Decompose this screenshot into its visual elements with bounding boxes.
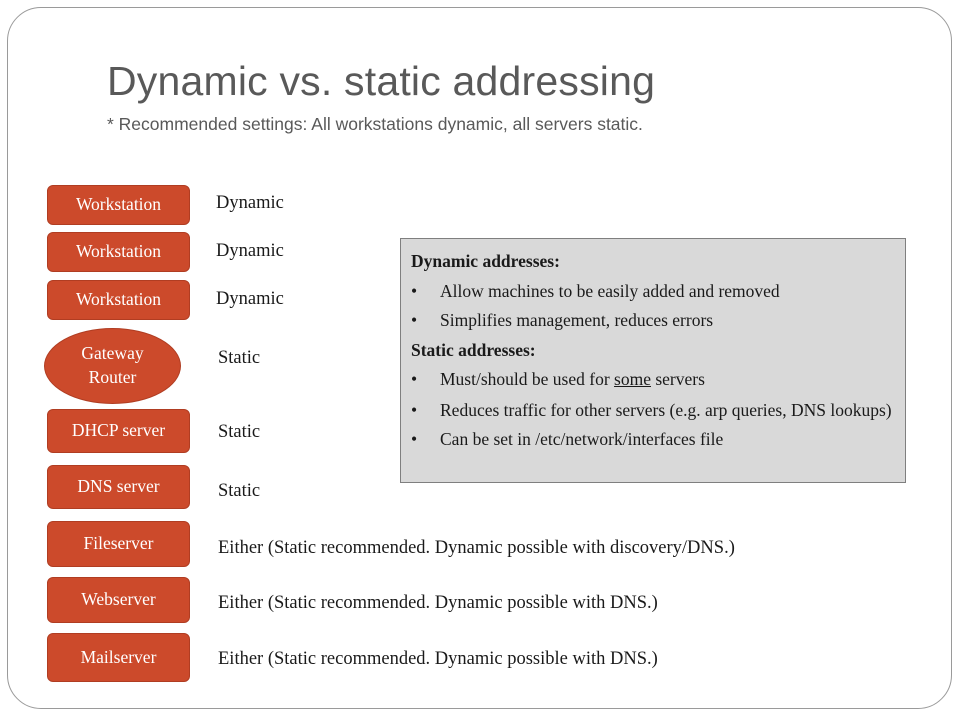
bullet-icon: • (411, 280, 418, 301)
dynamic-point-1-text: Allow machines to be easily added and removed (440, 280, 780, 301)
webserver-box: Webserver (47, 577, 190, 623)
static-point-3 (411, 425, 893, 455)
slide-title: Dynamic vs. static addressing (107, 58, 656, 104)
dynamic-point-1 (411, 277, 893, 307)
static-point-3-text: Can be set in /etc/network/interfaces file (440, 428, 724, 449)
dhcp-server-box: DHCP server (47, 409, 190, 453)
mailserver-box: Mailserver (47, 633, 190, 682)
mode-label-mailserver: Either (Static recommended. Dynamic possible with DNS.) (218, 649, 658, 669)
static-point-2 (411, 395, 893, 425)
dynamic-addresses-heading: Dynamic addresses: (411, 251, 560, 271)
dynamic-point-2 (411, 306, 893, 336)
static-point-1-emphasis: some (614, 369, 651, 389)
bullet-icon: • (411, 369, 418, 389)
dns-server-box: DNS server (47, 465, 190, 509)
static-point-2-text: Reduces traffic for other servers (e.g. arp queries, DNS lookups) (440, 399, 892, 420)
mode-label-dhcp-server: Static (218, 422, 261, 442)
mode-label-gateway-router: Static (218, 348, 261, 368)
bullet-icon: • (411, 428, 418, 449)
static-point-1-after: servers (650, 369, 705, 389)
mode-label-webserver: Either (Static recommended. Dynamic possible with DNS.) (218, 593, 658, 613)
mode-label-fileserver: Either (Static recommended. Dynamic possible with discovery/DNS.) (218, 538, 735, 558)
fileserver-box: Fileserver (47, 521, 190, 567)
mode-label-workstation-2: Dynamic (216, 241, 284, 261)
static-point-1-before: Must/should be used for (440, 369, 615, 389)
bullet-icon: • (411, 310, 418, 330)
mode-label-workstation-3: Dynamic (216, 289, 284, 309)
workstation-box-2: Workstation (47, 232, 190, 272)
bullet-icon: • (411, 399, 418, 420)
addressing-info-box (400, 238, 906, 483)
slide-subtitle: * Recommended settings: All workstations dynamic, all servers static. (107, 114, 643, 134)
gateway-router-ellipse: Gateway Router (44, 328, 181, 404)
static-addresses-heading: Static addresses: (411, 339, 536, 360)
dynamic-point-2-text: Simplifies management, reduces errors (440, 310, 714, 330)
mode-label-dns-server: Static (218, 481, 261, 501)
static-point-1 (411, 365, 893, 395)
workstation-box-3: Workstation (47, 280, 190, 320)
mode-label-workstation-1: Dynamic (216, 193, 284, 213)
workstation-box-1: Workstation (47, 185, 190, 225)
